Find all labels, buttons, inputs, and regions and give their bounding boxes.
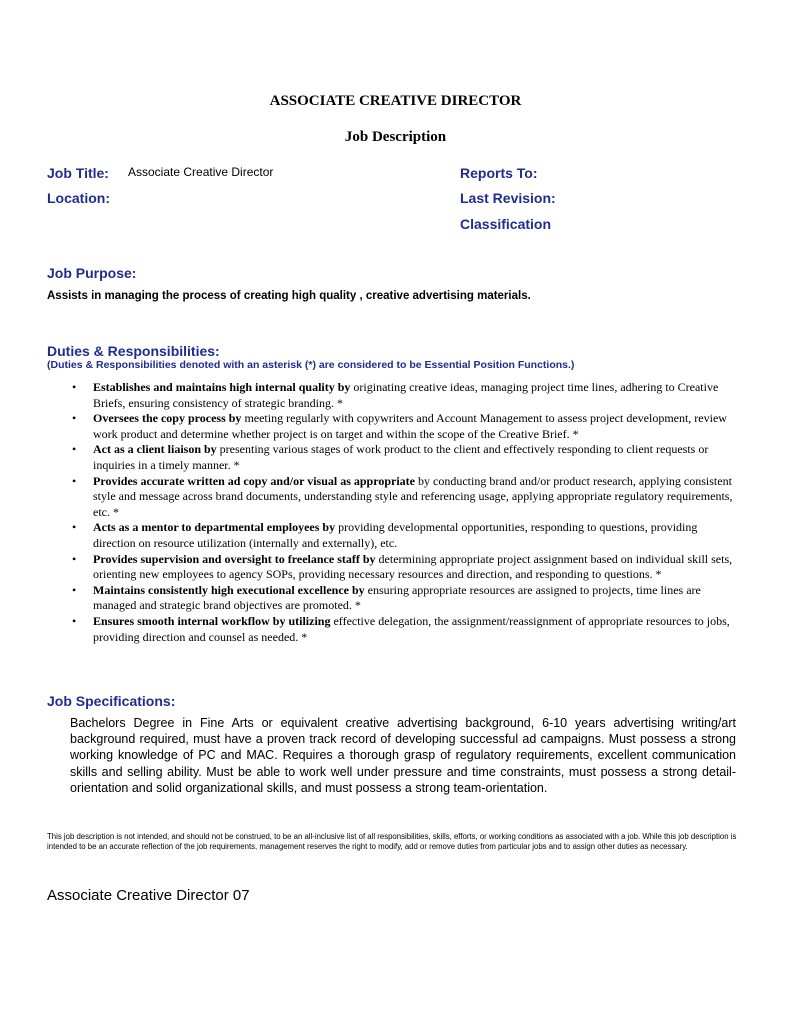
list-item bbox=[70, 552, 734, 583]
list-item bbox=[70, 614, 734, 645]
list-item bbox=[70, 583, 734, 614]
duty-text: determining appropriate project assignment based on individual skill sets, orienting new employees to agency SOPs, providing necessary resources and direction, and responding to questions. * bbox=[93, 551, 733, 582]
duty-text: by conducting brand and/or product research, applying consistent style and message across brand documents, understanding style and referencing usage, applying appropriate regulatory requirements, etc. * bbox=[93, 473, 733, 519]
job-specifications-text: Bachelors Degree in Fine Arts or equivalent creative advertising background, 6-10 years advertising writing/art background required, must have a proven track record of developing successful ad campaigns. Must possess a strong working knowledge of PC and MAC. Requires a thorough grasp of regulatory requirements, excellent communication skills and selling ability. Must be able to work well under pressure and time constraints, must possess a strong detail-orientation and solid organizational skills, and must possess a strong team-orientation. bbox=[70, 716, 736, 795]
location-label: Location: bbox=[47, 190, 110, 206]
bullet-icon: • bbox=[72, 473, 77, 488]
job-purpose-text: Assists in managing the process of creating high quality , creative advertising materials. bbox=[47, 290, 531, 302]
job-title-value: Associate Creative Director bbox=[128, 165, 274, 179]
duty-text: originating creative ideas, managing project time lines, adhering to Creative Briefs, ensuring consistency of strategic branding. * bbox=[93, 380, 719, 410]
job-purpose-heading: Job Purpose: bbox=[47, 265, 137, 281]
bullet-icon: • bbox=[72, 613, 77, 628]
bullet-icon: • bbox=[72, 551, 77, 566]
last-revision-label: Last Revision: bbox=[460, 190, 556, 206]
duty-bold: Establishes and maintains high internal quality by bbox=[93, 380, 351, 394]
disclaimer-text: This job description is not intended, and should not be construed, to be an all-inclusive list of all responsibilities, skills, efforts, or working conditions as associated with a job. While this job description is intended to be an accurate reflection of the job requirements, management reserves the right to modify, add or remove duties from particular jobs and to assign other duties as necessary. bbox=[47, 832, 737, 851]
document-title: ASSOCIATE CREATIVE DIRECTOR bbox=[269, 93, 522, 109]
duty-text: effective delegation, the assignment/reassignment of appropriate resources to jobs, providing direction and counsel as needed. * bbox=[93, 613, 730, 644]
duties-heading: Duties & Responsibilities: bbox=[47, 343, 220, 359]
reports-to-label: Reports To: bbox=[460, 165, 538, 181]
job-specifications-heading: Job Specifications: bbox=[47, 693, 176, 709]
list-item bbox=[70, 442, 734, 473]
list-item bbox=[70, 411, 734, 442]
page-footer: Associate Creative Director 07 bbox=[47, 887, 250, 904]
document-subtitle: Job Description bbox=[344, 129, 447, 145]
duty-text: providing developmental opportunities, responding to questions, providing direction on resource utilization (internally and externally), etc. bbox=[93, 520, 698, 550]
duty-text: meeting regularly with copywriters and Account Management to assess project development, review work product and determine whether project is on target and within the scope of the Creative Brief. * bbox=[93, 411, 727, 441]
list-item bbox=[70, 520, 734, 551]
list-item bbox=[70, 380, 734, 411]
bullet-icon: • bbox=[72, 380, 77, 394]
duty-bold: Oversees the copy process by bbox=[93, 411, 242, 426]
duty-bold: Ensures smooth internal workflow by utilizing bbox=[93, 613, 331, 628]
duty-bold: Act as a client liaison by bbox=[93, 442, 217, 457]
duty-bold: Provides accurate written ad copy and/or visual as appropriate bbox=[93, 473, 415, 488]
duty-bold: Maintains consistently high executional excellence by bbox=[93, 582, 365, 597]
duty-bold: Acts as a mentor to departmental employees by bbox=[93, 520, 336, 535]
duties-list bbox=[70, 380, 734, 645]
bullet-icon: • bbox=[72, 411, 77, 426]
bullet-icon: • bbox=[72, 442, 77, 457]
classification-label: Classification bbox=[460, 216, 552, 232]
bullet-icon: • bbox=[72, 520, 77, 535]
duties-note: (Duties & Responsibilities denoted with an asterisk (*) are considered to be Essential Position Functions.) bbox=[47, 359, 575, 371]
bullet-icon: • bbox=[72, 582, 77, 597]
job-title-label: Job Title: bbox=[47, 165, 109, 181]
duty-bold: Provides supervision and oversight to freelance staff by bbox=[93, 551, 376, 566]
duty-text: ensuring appropriate resources are assigned to projects, time lines are managed and strategic brand objectives are promoted. * bbox=[93, 582, 701, 613]
list-item bbox=[70, 474, 734, 521]
duty-text: presenting various stages of work product to the client and effectively responding to client requests or inquiries in a timely manner. * bbox=[93, 442, 709, 472]
